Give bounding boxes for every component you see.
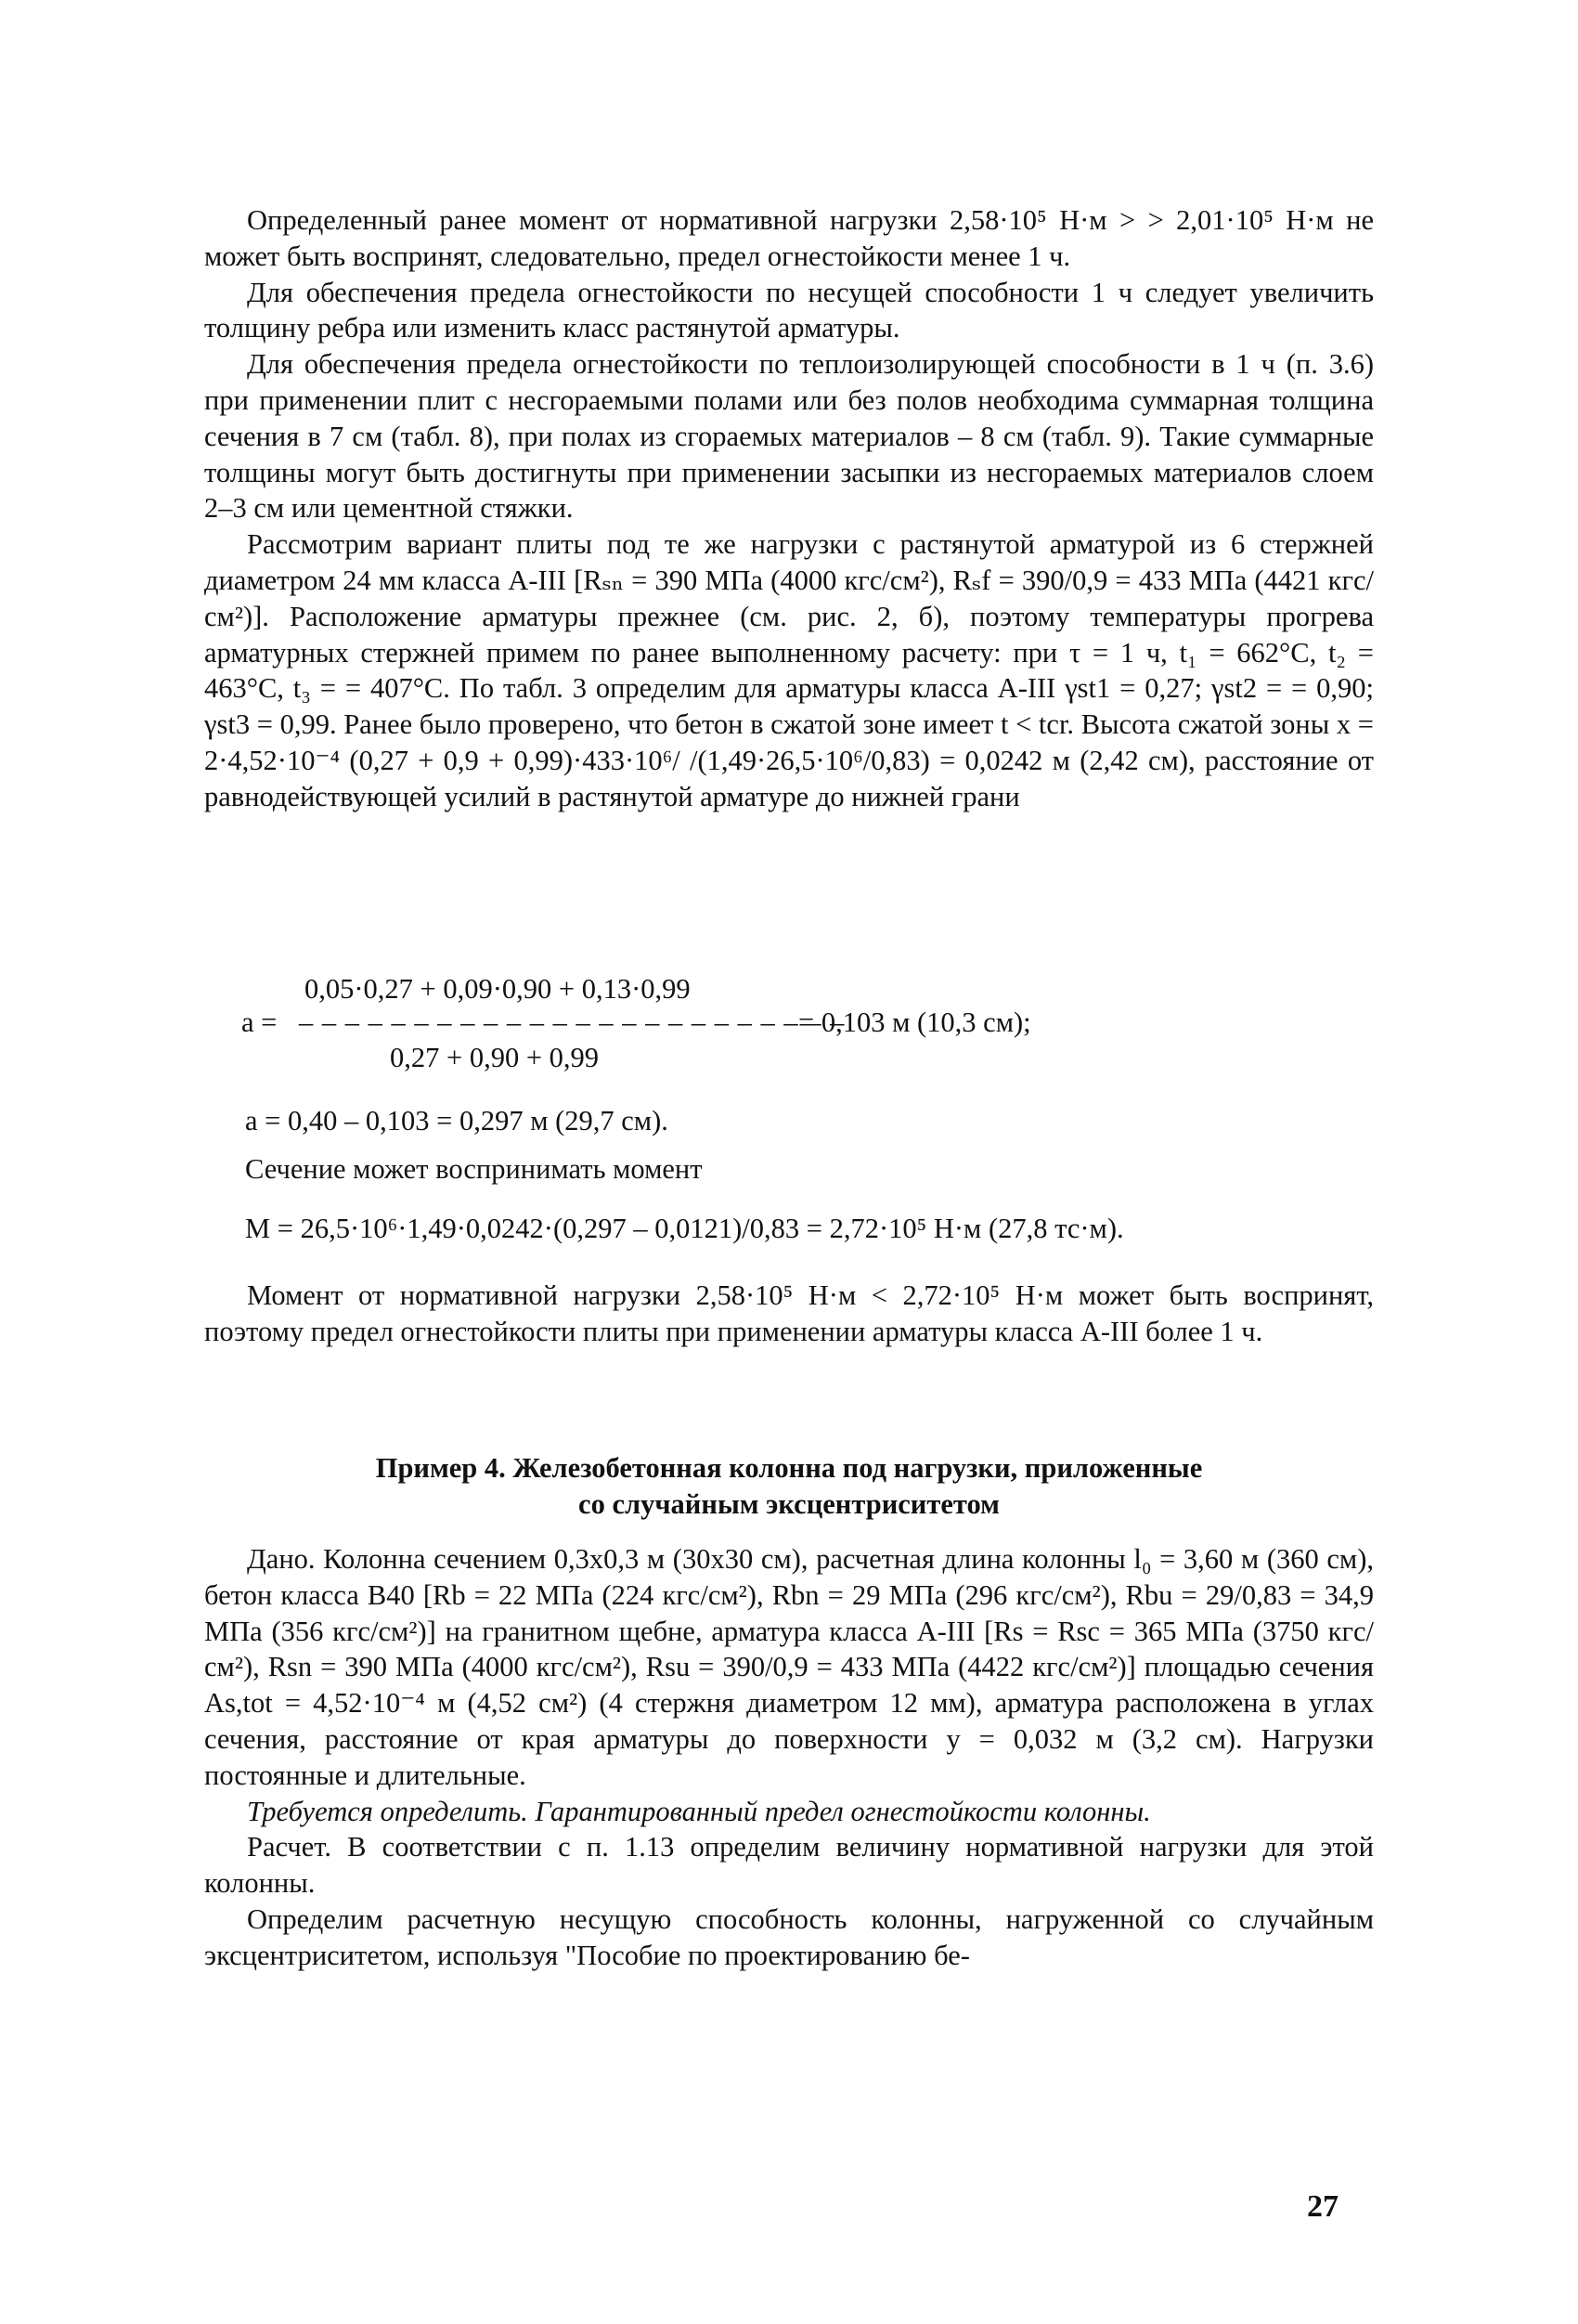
section-text: Сечение может воспринимать момент [245, 1153, 703, 1185]
paragraph-2: Для обеспечения предела огнестойкости по несущей способности 1 ч следует увеличить толщину ребра или изменить класс растянутой арматуры. [204, 276, 1374, 344]
text-block-bottom [204, 1541, 1374, 1974]
formula-moment: M = 26,5·10⁶·1,49·0,0242·(0,297 – 0,0121)/0,83 = 2,72·10⁵ Н·м (27,8 тс·м). [245, 1213, 1124, 1244]
page-number: 27 [1307, 2189, 1339, 2224]
paragraph-9: Определим расчетную несущую способность колонны, нагруженной со случайным эксцентриситетом, используя "Пособие по проектированию бе- [204, 1902, 1374, 1971]
fraction-result: = 0,103 м (10,3 см); [798, 1006, 1031, 1038]
text-block-middle [204, 1278, 1374, 1350]
text-block-top [204, 202, 1374, 815]
fraction-bar: – – – – – – – – – – – – – – – – – – – – – – – – [299, 1006, 846, 1038]
fraction-numerator: 0,05·0,27 + 0,09·0,90 + 0,13·0,99 [304, 973, 691, 1005]
paragraph-5: Момент от нормативной нагрузки 2,58·10⁵ Н·м < 2,72·10⁵ Н·м может быть воспринят, поэтому предел огнестойкости плиты при применении арматуры класса А-III более 1 ч. [204, 1279, 1374, 1347]
formula-a: a = 0,40 – 0,103 = 0,297 м (29,7 см). [245, 1105, 668, 1136]
paragraph-8: Расчет. В соответствии с п. 1.13 определим величину нормативной нагрузки для этой колонны. [204, 1831, 1374, 1900]
paragraph-3: Для обеспечения предела огнестойкости по теплоизолирующей способности в 1 ч (п. 3.6) при применении плит с несгораемыми полами или без полов необходима суммарная толщина сечения в 7 см (табл. 8), при полах из сгораемых материалов – 8 см (табл. 9). Такие суммарные толщины могут быть достигнуты при применении засыпки из несгораемых материалов слоем 2–3 см или цементной стяжки. [204, 348, 1374, 525]
paragraph-7: Требуется определить. Гарантированный предел огнестойкости колонны. [247, 1795, 1151, 1827]
paragraph-6: Дано. Колонна сечением 0,3х0,3 м (30х30 см), расчетная длина колонны l₀ = 3,60 м (360 см), бетон класса В40 [Rb = 22 МПа (224 кгс/см²), Rbn = 29 МПа (296 кгс/см²), Rbu = 29/0,83 = 34,9 МПа (356 кгс/см²)] на гранитном щебне, арматура класса А-III [Rs = Rsc = 365 МПа (3750 кгс/см²), Rsn = 390 МПа (4000 кгс/см²), Rsu = 390/0,9 = 433 МПа (4422 кгс/см²)] площадью сечения As,tot = 4,52·10⁻⁴ м (4,52 см²) (4 стержня диаметром 12 мм), арматура расположена в углах сечения, расстояние от края арматуры до поверхности y = 0,032 м (3,2 см). Нагрузки постоянные и длительные. [204, 1543, 1374, 1791]
formula-block [204, 1103, 1374, 1246]
example-heading [204, 1450, 1374, 1523]
paragraph-1: Определенный ранее момент от нормативной нагрузки 2,58·10⁵ Н·м > > 2,01·10⁵ Н·м не может быть воспринят, следовательно, предел огнестойкости менее 1 ч. [204, 204, 1374, 272]
fraction-denominator: 0,27 + 0,90 + 0,99 [390, 1042, 600, 1073]
paragraph-4: Рассмотрим вариант плиты под те же нагрузки с растянутой арматурой из 6 стержней диаметром 24 мм класса А-III [Rₛₙ = 390 МПа (4000 кгс/см²), Rₛf = 390/0,9 = 433 МПа (4421 кгс/см²)]. Расположение арматуры прежнее (см. рис. 2, б), поэтому температуры прогрева арматурных стержней примем по ранее выполненному расчету: при τ = 1 ч, t₁ = 662°С, t₂ = 463°С, t₃ = = 407°С. По табл. 3 определим для арматуры класса А-III γst1 = 0,27; γst2 = = 0,90; γst3 = 0,99. Ранее было проверено, что бетон в сжатой зоне имеет t < tcr. Высота сжатой зоны x = 2·4,52·10⁻⁴ (0,27 + 0,9 + 0,99)·433·10⁶/ /(1,49·26,5·10⁶/0,83) = 0,0242 м (2,42 см), расстояние от равнодействующей усилий в растянутой арматуре до нижней грани [204, 528, 1374, 812]
fraction-lhs: a = [241, 1006, 278, 1038]
heading-line-2: со случайным эксцентриситетом [578, 1487, 1000, 1520]
heading-line-1: Пример 4. Железобетонная колонна под нагрузки, приложенные [375, 1452, 1203, 1484]
